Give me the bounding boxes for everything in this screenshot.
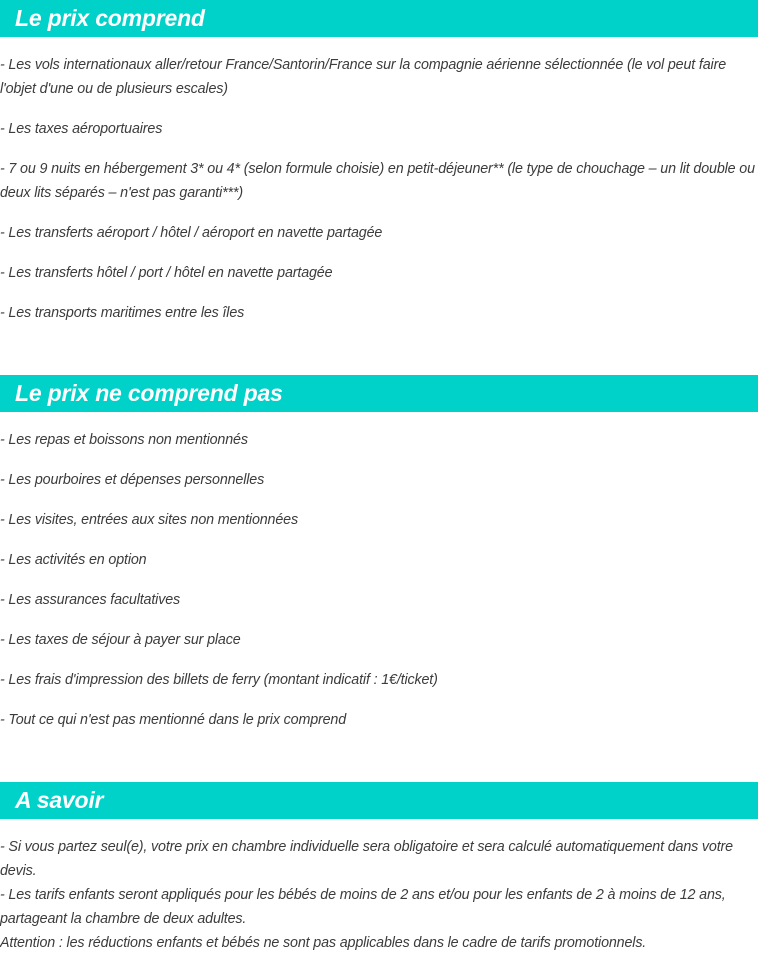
list-item: - Les repas et boissons non mentionnés <box>0 432 248 448</box>
section-title: Le prix comprend <box>15 5 205 31</box>
list-item: - Les activités en option <box>0 552 147 568</box>
list-item: - Les visites, entrées aux sites non mentionnées <box>0 512 298 528</box>
list-item: - Les taxes de séjour à payer sur place <box>0 632 241 648</box>
list-item: - Les transferts hôtel / port / hôtel en navette partagée <box>0 265 333 281</box>
list-item: - Si vous partez seul(e), votre prix en chambre individuelle sera obligatoire et sera calculé automatiquement dans votre devis. <box>0 839 733 879</box>
list-item: - Les frais d'impression des billets de ferry (montant indicatif : 1€/ticket) <box>0 672 438 688</box>
list-item: - Les tarifs enfants seront appliqués pour les bébés de moins de 2 ans et/ou pour les enfants de 2 à moins de 12 ans, partageant la chambre de deux adultes. <box>0 887 726 927</box>
list-item: - Les pourboires et dépenses personnelles <box>0 472 265 488</box>
list-item: - Les assurances facultatives <box>0 592 181 608</box>
section-header-good-to-know <box>0 782 758 819</box>
list-item: - Les transports maritimes entre les îles <box>0 305 245 321</box>
section-title: Le prix ne comprend pas <box>15 380 283 406</box>
section-header-excludes <box>0 375 758 412</box>
list-item: - 7 ou 9 nuits en hébergement 3* ou 4* (selon formule choisie) en petit-déjeuner** (le type de chouchage – un lit double ou deux lits séparés – n'est pas garanti***) <box>0 161 755 201</box>
list-item: - Tout ce qui n'est pas mentionné dans le prix comprend <box>0 712 347 728</box>
list-item: - Les transferts aéroport / hôtel / aéroport en navette partagée <box>0 225 383 241</box>
section-header-includes <box>0 0 758 37</box>
section-title: A savoir <box>15 787 104 813</box>
list-item: - Les taxes aéroportuaires <box>0 121 163 137</box>
list-item: Attention : les réductions enfants et bébés ne sont pas applicables dans le cadre de tarifs promotionnels. <box>0 935 647 951</box>
list-item: - Les vols internationaux aller/retour France/Santorin/France sur la compagnie aérienne sélectionnée (le vol peut faire l'objet d'une ou de plusieurs escales) <box>0 57 726 97</box>
